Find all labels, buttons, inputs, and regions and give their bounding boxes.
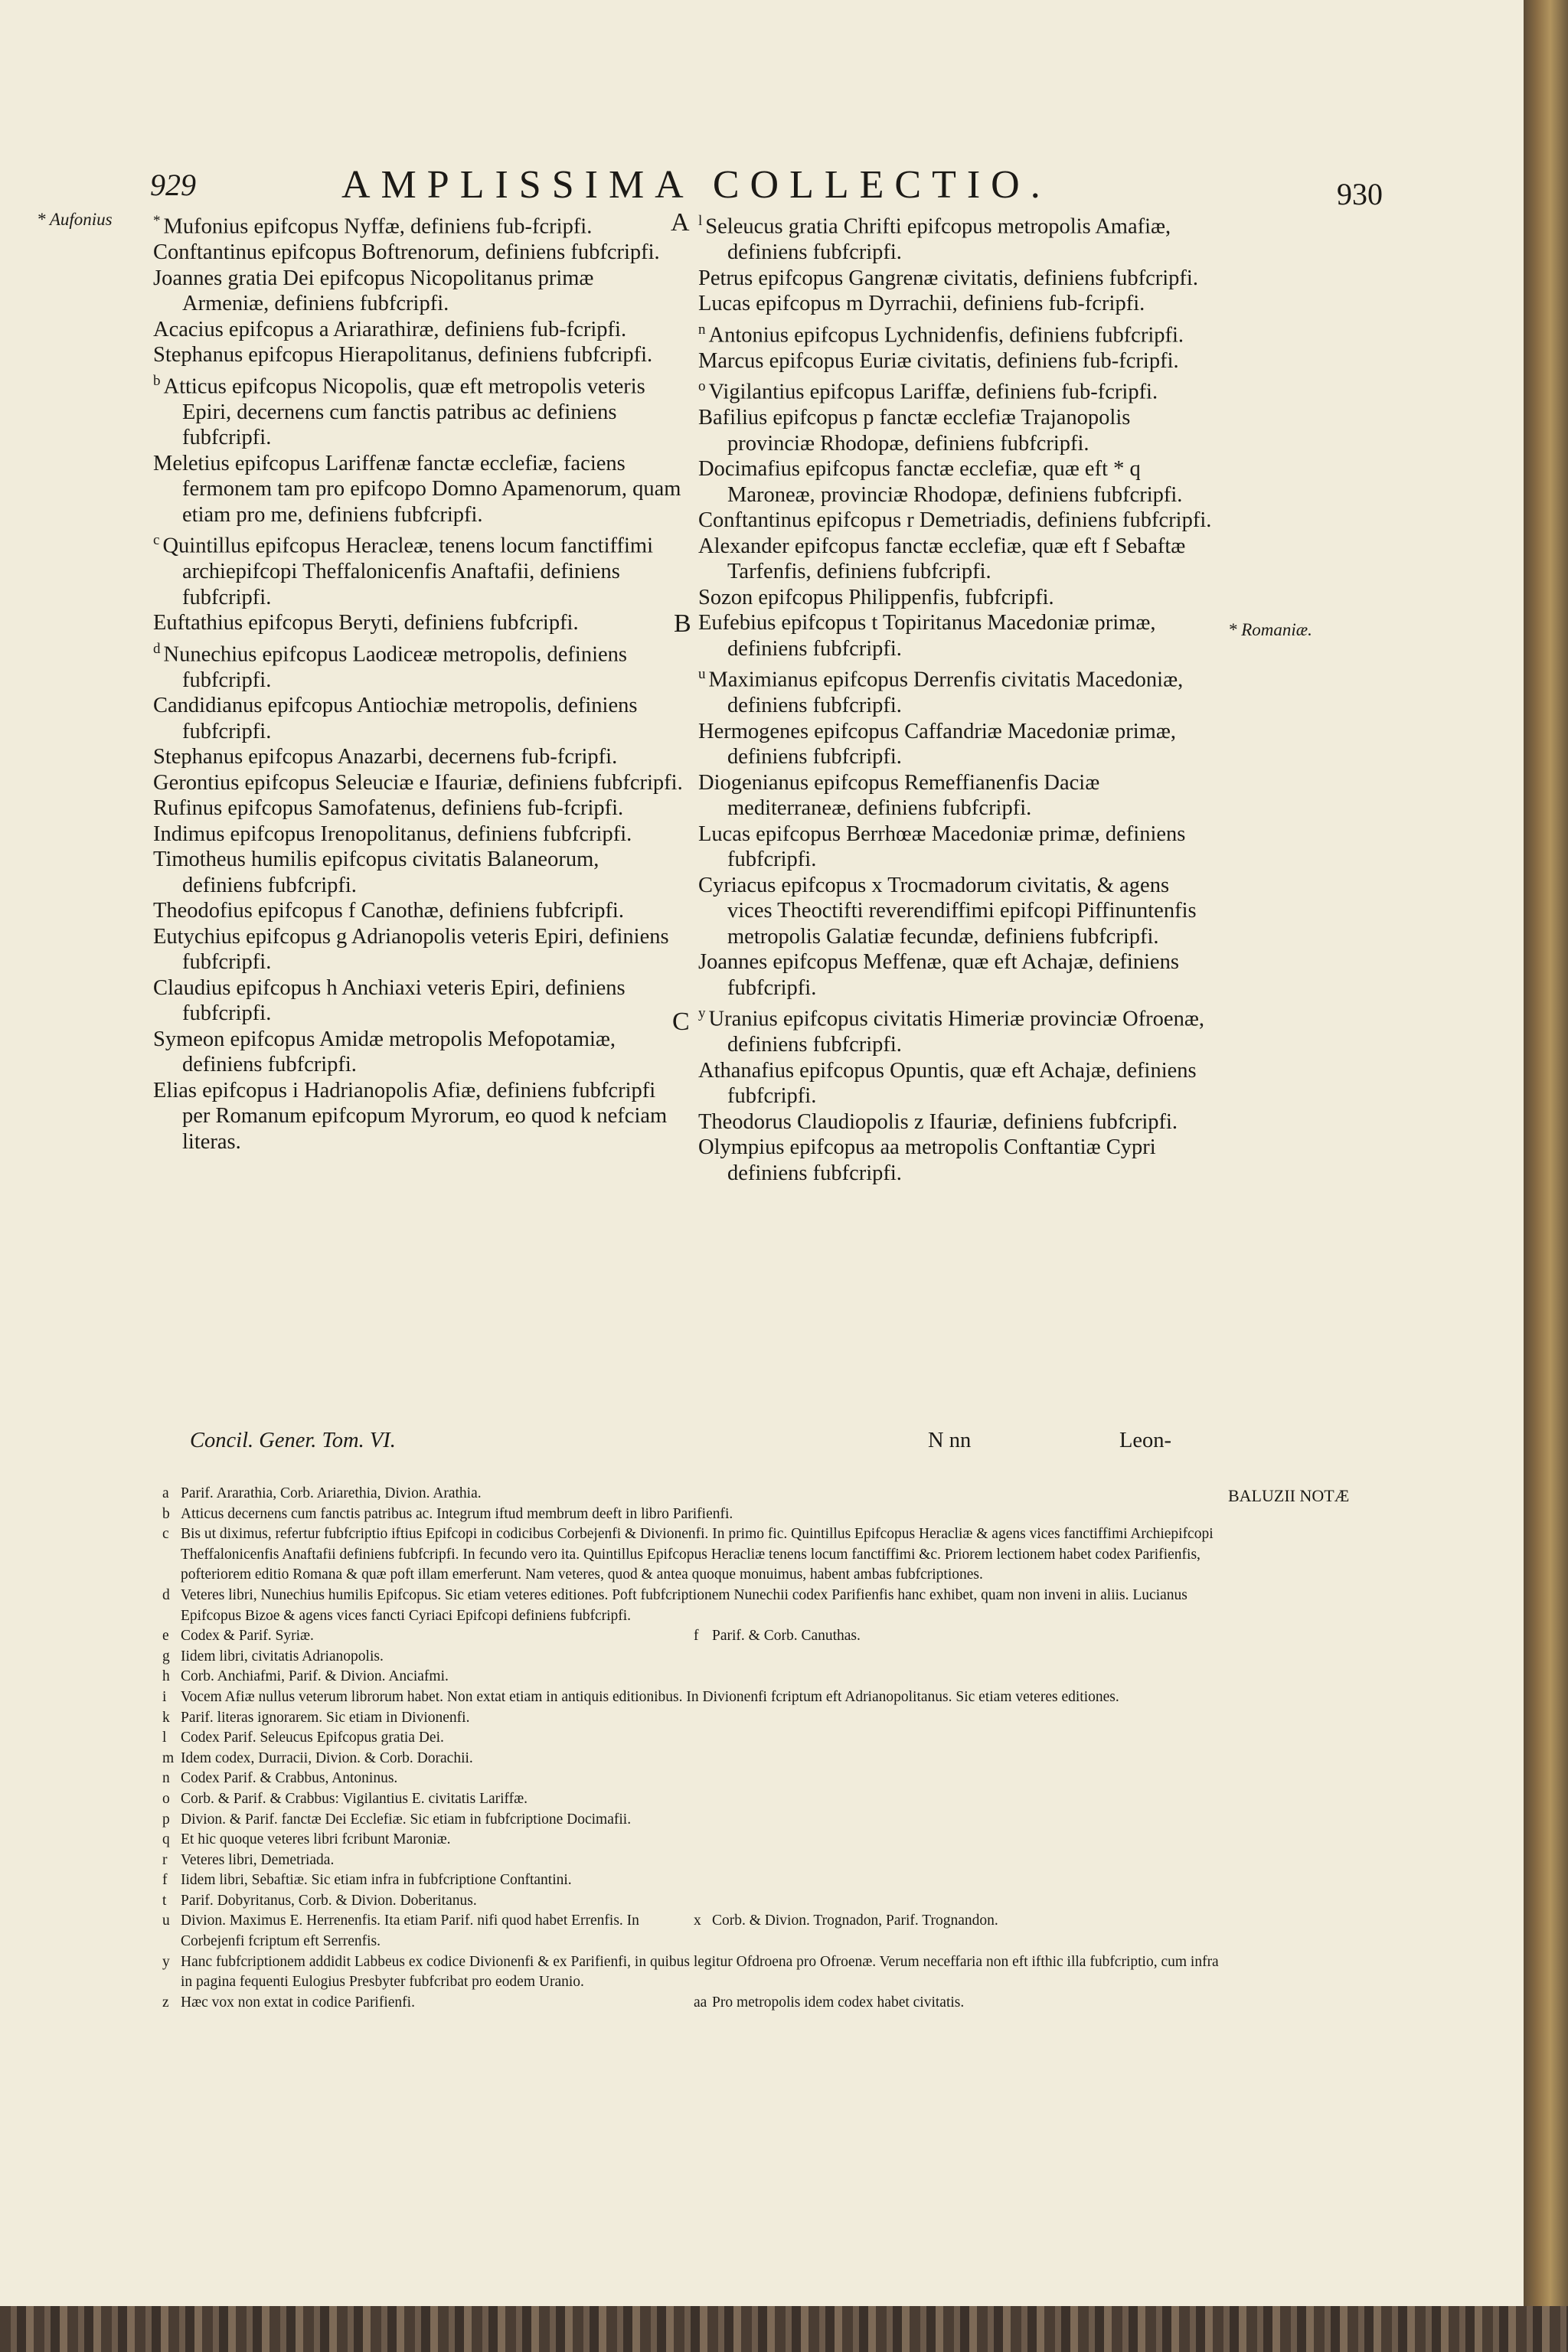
running-header [150, 162, 1413, 211]
entry-text: Timotheus humilis epifcopus civitatis Balaneorum, definiens fubfcripfi. [153, 848, 599, 897]
signature-entry [153, 266, 683, 317]
entry-text: Conftantinus epifcopus r Demetriadis, definiens fubfcripfi. [698, 508, 1212, 532]
footnote [694, 1626, 861, 1647]
entry-text: Euftathius epifcopus Beryti, definiens fubfcripfi. [153, 611, 579, 635]
footnote-text: Atticus decernens cum fanctis patribus ac. Integrum iftud membrum deeft in libro Parifienfi. [181, 1505, 733, 1522]
footnote [162, 1952, 1219, 1993]
footnote-letter: y [162, 1953, 170, 1970]
signature-entry [153, 1078, 683, 1155]
entry-text: Stephanus epifcopus Hierapolitanus, definiens fubfcripfi. [153, 343, 653, 367]
footnote [162, 1911, 694, 1952]
footnote-letter: f [162, 1872, 168, 1889]
signature-entry [153, 847, 683, 898]
entry-text: Alexander epifcopus fanctæ ecclefiæ, quæ eft f Sebaftæ Tarfenfis, definiens fubfcripfi. [698, 534, 1186, 583]
footnote [162, 1647, 1219, 1668]
entry-text: Docimafius epifcopus fanctæ ecclefiæ, quæ eft * q Maroneæ, provinciæ Rhodopæ, definiens fubfcripfi. [698, 457, 1183, 507]
signature-entry [698, 585, 1213, 611]
footnote-mark: c [153, 532, 160, 548]
footnote [162, 1626, 694, 1647]
footnote-text: Corb. Anchiafmi, Parif. & Divion. Anciafmi. [181, 1668, 449, 1685]
footnote-text: Codex Parif. & Crabbus, Antoninus. [181, 1770, 398, 1787]
entry-text: Meletius epifcopus Lariffenæ fanctæ ecclefiæ, faciens fermonem tam pro epifcopo Domno Apamenorum, quam etiam pro me, definiens fubfcripfi. [153, 451, 681, 527]
entry-text: Marcus epifcopus Euriæ civitatis, definiens fub-fcripfi. [698, 348, 1179, 373]
entry-text: Candidianus epifcopus Antiochiæ metropolis, definiens fubfcripfi. [153, 694, 638, 743]
footnote-letter: t [162, 1892, 167, 1909]
signature-entry [153, 795, 683, 822]
signature-entry [698, 348, 1213, 374]
entry-text: Athanafius epifcopus Opuntis, quæ eft Achajæ, definiens fubfcripfi. [698, 1058, 1197, 1108]
footnote-letter: c [162, 1526, 169, 1543]
footnote-text: Divion. Maximus E. Herrenenfis. Ita etiam Parif. nifi quod habet Errenfis. In Corbejenfi fcriptum eft Serrenfis. [181, 1913, 639, 1950]
entry-text: Rufinus epifcopus Samofatenus, definiens fub-fcripfi. [153, 796, 624, 820]
entry-text: Symeon epifcopus Amidæ metropolis Mefopotamiæ, definiens fubfcripfi. [153, 1027, 616, 1076]
signature-entry [153, 636, 683, 694]
entry-text: Joannes epifcopus Meffenæ, quæ eft Achajæ, definiens fubfcripfi. [698, 950, 1179, 1000]
fabric-edge [0, 2306, 1568, 2352]
signature-entry [698, 405, 1213, 456]
footnote-mark: l [698, 213, 703, 229]
footnote [162, 1993, 694, 2014]
book-page-edge [1524, 0, 1568, 2352]
entry-text: Uranius epifcopus civitatis Himeriæ provinciæ Ofroenæ, definiens fubfcripfi. [708, 1007, 1204, 1057]
footnote-letter: l [162, 1730, 167, 1746]
page-number-left: 929 [150, 168, 196, 202]
footnote-letter: r [162, 1851, 168, 1868]
footnote-text: Divion. & Parif. fanctæ Dei Ecclefiæ. Sic etiam in fubfcriptione Docimafii. [181, 1811, 632, 1828]
footnote-letter: p [162, 1811, 170, 1828]
page-number-right: 930 [1337, 177, 1383, 211]
entry-text: Vigilantius epifcopus Lariffæ, definiens fub-fcripfi. [708, 380, 1158, 404]
catchword-gathering: N nn [928, 1429, 972, 1452]
footnote-letter: u [162, 1913, 170, 1929]
signature-entry [153, 898, 683, 924]
footnote [162, 1667, 1219, 1687]
footnote [162, 1891, 1219, 1912]
signature-entry [698, 208, 1213, 266]
footnote-letter: g [162, 1648, 170, 1664]
entry-text: Theodorus Claudiopolis z Ifauriæ, definiens fubfcripfi. [698, 1109, 1178, 1134]
signature-entry [153, 317, 683, 343]
signature-entry [153, 924, 683, 975]
footnote [162, 1708, 1219, 1729]
signature-entry [698, 291, 1213, 317]
footnote-text: Codex & Parif. Syriæ. [181, 1628, 314, 1645]
footnote-letter: b [162, 1505, 170, 1522]
footnote-text: Hæc vox non extat in codice Parifienfi. [181, 1994, 415, 2011]
signature-entry [698, 456, 1213, 508]
signature-entry [153, 693, 683, 744]
signature-entry [698, 873, 1213, 950]
footnote [162, 1851, 1219, 1871]
footnote [162, 1524, 1219, 1586]
entry-text: Stephanus epifcopus Anazarbi, decernens fub-fcripfi. [153, 745, 618, 769]
entry-text: Nunechius epifcopus Laodiceæ metropolis, definiens fubfcripfi. [163, 642, 627, 692]
footnote-letter: e [162, 1628, 169, 1645]
footnote [162, 1504, 1219, 1525]
footnote [162, 1687, 1219, 1708]
footnote-letter: k [162, 1709, 170, 1726]
footnote-letter: o [162, 1790, 170, 1807]
footnote-letter: q [162, 1831, 170, 1848]
footnote-letter: d [162, 1586, 170, 1603]
footnote-text: Corb. & Parif. & Crabbus: Vigilantius E. civitatis Lariffæ. [181, 1790, 528, 1807]
footnote [162, 1484, 1219, 1504]
signature-entry [153, 744, 683, 770]
footnote [694, 1993, 964, 2014]
entry-text: Cyriacus epifcopus x Trocmadorum civitatis, & agens vices Theoctifti reverendiffimi epifcopi Piffinuntenfis metropolis Galatiæ fecundæ, definiens fubfcripfi. [698, 873, 1197, 949]
footnote-text: Iidem libri, Sebaftiæ. Sic etiam infra in fubfcriptione Conftantini. [181, 1872, 572, 1889]
margin-note-left: * Aufonius [37, 210, 113, 229]
entry-text: Lucas epifcopus m Dyrrachii, definiens fub-fcripfi. [698, 292, 1145, 315]
entry-text: Diogenianus epifcopus Remeffianenfis Daciæ mediterraneæ, definiens fubfcripfi. [698, 770, 1100, 820]
signature-entry [698, 719, 1213, 770]
entry-text: Claudius epifcopus h Anchiaxi veteris Epiri, definiens fubfcripfi. [153, 975, 626, 1025]
footnote-letter: i [162, 1688, 167, 1705]
footnote-text: Hanc fubfcriptionem addidit Labbeus ex codice Divionenfi & ex Parifienfi, in quibus legitur Ofdroena pro Ofroenæ. Verum neceffaria non eft ifthic illa fubfcriptio, cum infra in pagina fequenti Eulogius Presbyter fubfcribat pro eodem Uranio. [181, 1953, 1219, 1991]
running-title: AMPLISSIMA COLLECTIO. [341, 163, 1051, 207]
signature-entry [153, 342, 683, 368]
footnote [162, 1749, 1219, 1769]
entry-text: Atticus epifcopus Nicopolis, quæ eft metropolis veteris Epiri, decernens cum fanctis patribus ac definiens fubfcripfi. [163, 374, 645, 449]
entry-text: Elias epifcopus i Hadrianopolis Afiæ, definiens fubfcripfi per Romanum epifcopum Myrorum, eo quod k nefciam literas. [153, 1078, 668, 1154]
signature-entry [698, 1109, 1213, 1135]
signature-entry [698, 662, 1213, 719]
footnote-text: Veteres libri, Nunechius humilis Epifcopus. Sic etiam veteres editiones. Poft fubfcriptionem Nunechii codex Parifienfis hanc exhibet, quam non inveni in aliis. Lucianus Epifcopus Bizoe & agens vices fancti Cyriaci Epifcopi definiens fubfcripfi. [181, 1586, 1187, 1624]
footnote-mark: * [153, 213, 161, 229]
section-mark-b: B [674, 609, 691, 638]
footnote-letter: m [162, 1749, 175, 1766]
footnote-mark: o [698, 378, 706, 394]
signature-entry [153, 368, 683, 451]
entry-text: Indimus epifcopus Irenopolitanus, definiens fubfcripfi. [153, 822, 632, 846]
right-column [698, 208, 1213, 1186]
signature-entry [153, 610, 683, 636]
signature-entry [698, 770, 1213, 822]
footnote-letter: x [694, 1913, 701, 1929]
footnote-mark: y [698, 1005, 706, 1021]
entry-text: Seleucus gratia Chrifti epifcopus metropolis Amafiæ, definiens fubfcripfi. [705, 214, 1171, 264]
entry-text: Olympius epifcopus aa metropolis Conftantiæ Cypri definiens fubfcripfi. [698, 1135, 1156, 1185]
signature-entry [698, 822, 1213, 873]
signature-entry [698, 317, 1213, 348]
footnote [162, 1789, 1219, 1810]
footnote [162, 1728, 1219, 1749]
entry-text: Hermogenes epifcopus Caffandriæ Macedoniæ primæ, definiens fubfcripfi. [698, 719, 1176, 769]
entry-text: Eutychius epifcopus g Adrianopolis veteris Epiri, definiens fubfcripfi. [153, 924, 669, 974]
footnote [162, 1810, 1219, 1831]
catchword-next: Leon- [1119, 1429, 1172, 1452]
signature-entry [698, 374, 1213, 405]
entry-text: Acacius epifcopus a Ariarathiræ, definiens fub-fcripfi. [153, 317, 627, 341]
signature-entry [698, 610, 1213, 662]
signature-entry [698, 266, 1213, 292]
footnote-text: Idem codex, Durracii, Divion. & Corb. Dorachii. [181, 1749, 473, 1766]
signature-entry [698, 1058, 1213, 1109]
entry-text: Petrus epifcopus Gangrenæ civitatis, definiens fubfcripfi. [698, 266, 1198, 290]
entry-text: Eufebius epifcopus t Topiritanus Macedoniæ primæ, definiens fubfcripfi. [698, 611, 1156, 661]
signature-entry [153, 528, 683, 610]
signature-entry [153, 975, 683, 1027]
footnote-mark: n [698, 321, 706, 338]
signature-entry [698, 534, 1213, 585]
entry-text: Sozon epifcopus Philippenfis, fubfcripfi. [698, 585, 1054, 609]
left-column [153, 208, 683, 1155]
signature-entry [698, 1001, 1213, 1058]
footnote-text: Parif. Ararathia, Corb. Ariarethia, Divion. Arathia. [181, 1485, 482, 1501]
footnote-letter: a [162, 1485, 169, 1501]
footnote-text: Corb. & Divion. Trognadon, Parif. Trognandon. [712, 1913, 998, 1929]
footnotes [162, 1484, 1219, 2013]
footnote-text: Bis ut diximus, refertur fubfcriptio iftius Epifcopi in codicibus Corbejenfi & Divionenfi. In primo fic. Quintillus Epifcopus Heracliæ & agens vices fanctiffimi Archiepifcopi Theffalonicenfis Anaftafii definiens fubfcripfi. In fecundo vero ita. Quintillus Epifcopus Heracliæ tenens locum fanctiffimi &c. Priorem lectionem habet codex Parifienfis, pofteriorem editio Romana & quæ poft illam emerferunt. Nam veteres, quod & antea quoque monuimus, habent ambas fubfcriptiones. [181, 1526, 1214, 1583]
footnote-mark: b [153, 372, 161, 389]
signature-entry [698, 1135, 1213, 1186]
entry-text: Quintillus epifcopus Heracleæ, tenens locum fanctiffimi archiepifcopi Theffalonicenfis Anaftafii, definiens fubfcripfi. [162, 534, 653, 609]
entry-text: Conftantinus epifcopus Boftrenorum, definiens fubfcripfi. [153, 240, 660, 264]
entry-text: Bafilius epifcopus p fanctæ ecclefiæ Trajanopolis provinciæ Rhodopæ, definiens fubfcripfi. [698, 406, 1131, 456]
entry-text: Antonius epifcopus Lychnidenfis, definiens fubfcripfi. [708, 323, 1184, 347]
footnote-letter: aa [694, 1994, 707, 2011]
footnote-letter: f [694, 1628, 699, 1645]
entry-text: Gerontius epifcopus Seleuciæ e Ifauriæ, definiens fubfcripfi. [153, 770, 683, 795]
footnote [162, 1769, 1219, 1789]
section-mark-c: C [672, 1008, 690, 1036]
signature-entry [698, 949, 1213, 1001]
entry-text: Maximianus epifcopus Derrenfis civitatis Macedoniæ, definiens fubfcripfi. [708, 668, 1184, 717]
footnote-text: Parif. & Corb. Canuthas. [712, 1628, 861, 1645]
signature-entry [153, 240, 683, 266]
footnote-mark: d [153, 640, 161, 657]
footnote-letter: h [162, 1668, 170, 1685]
footnote-mark: u [698, 666, 706, 682]
section-mark-a: A [671, 208, 690, 237]
footnote [162, 1586, 1219, 1626]
footnote-row [162, 1993, 1219, 2014]
entry-text: Lucas epifcopus Berrhœæ Macedoniæ primæ, definiens fubfcripfi. [698, 822, 1186, 871]
entry-text: Mufonius epifcopus Nyffæ, definiens fub-fcripfi. [163, 214, 593, 239]
catchword-signature: Concil. Gener. Tom. VI. [190, 1429, 396, 1452]
footnote-row [162, 1626, 1219, 1647]
footnote-text: Veteres libri, Demetriada. [181, 1851, 335, 1868]
entry-text: Theodofius epifcopus f Canothæ, definiens fubfcripfi. [153, 899, 624, 923]
footnote [694, 1911, 998, 1952]
footnote [162, 1870, 1219, 1891]
footnote-text: Vocem Afiæ nullus veterum librorum habet. Non extat etiam in antiquis editionibus. In Divionenfi fcriptum eft Adrianopolitanus. Sic etiam veteres editiones. [181, 1688, 1119, 1705]
signature-entry [698, 508, 1213, 534]
footnote-letter: z [162, 1994, 169, 2011]
footnote-text: Iidem libri, civitatis Adrianopolis. [181, 1648, 384, 1664]
signature-entry [153, 451, 683, 528]
signature-entry [153, 208, 683, 240]
footnote-text: Et hic quoque veteres libri fcribunt Maroniæ. [181, 1831, 451, 1848]
signature-entry [153, 822, 683, 848]
margin-note-right: * Romaniæ. [1228, 620, 1312, 639]
footnote [162, 1830, 1219, 1851]
signature-entry [153, 1027, 683, 1078]
footnote-text: Codex Parif. Seleucus Epifcopus gratia Dei. [181, 1730, 444, 1746]
entry-text: Joannes gratia Dei epifcopus Nicopolitanus primæ Armeniæ, definiens fubfcripfi. [153, 266, 594, 315]
footnote-letter: n [162, 1770, 170, 1787]
signature-entry [153, 770, 683, 796]
footnote-text: Pro metropolis idem codex habet civitatis. [712, 1994, 965, 2011]
footnote-text: Parif. Dobyritanus, Corb. & Divion. Doberitanus. [181, 1892, 477, 1909]
footnote-row [162, 1911, 1219, 1952]
notes-label: BALUZII NOTÆ [1228, 1486, 1350, 1505]
footnote-text: Parif. literas ignorarem. Sic etiam in Divionenfi. [181, 1709, 470, 1726]
